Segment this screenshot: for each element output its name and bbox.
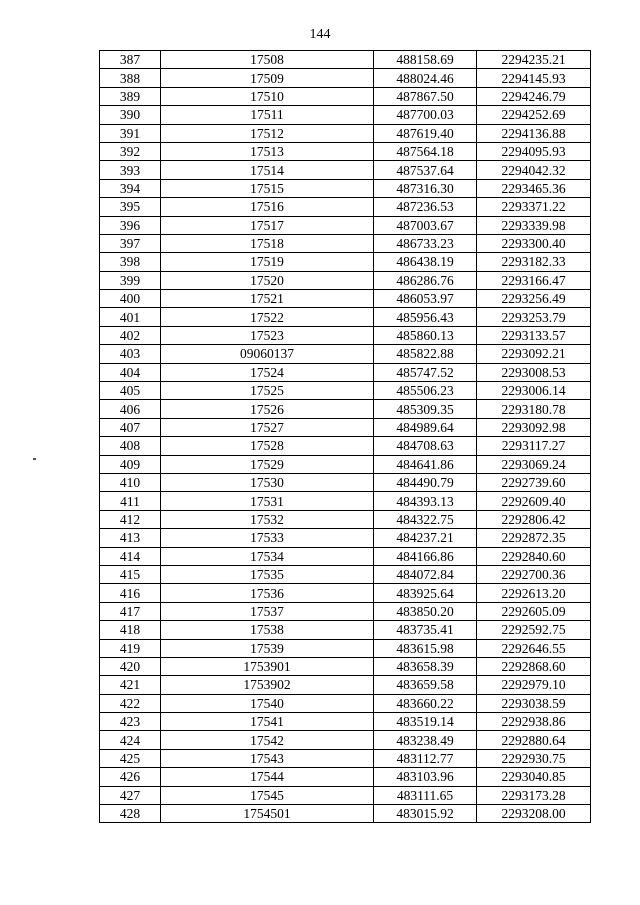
point-number-cell: 390 bbox=[100, 106, 161, 124]
point-id-cell: 17518 bbox=[161, 234, 374, 252]
y-coordinate-cell: 2293092.21 bbox=[477, 345, 591, 363]
y-coordinate-cell: 2293253.79 bbox=[477, 308, 591, 326]
x-coordinate-cell: 485956.43 bbox=[374, 308, 477, 326]
x-coordinate-cell: 487316.30 bbox=[374, 179, 477, 197]
x-coordinate-cell: 483015.92 bbox=[374, 805, 477, 823]
point-number-cell: 395 bbox=[100, 198, 161, 216]
table-row bbox=[100, 731, 591, 749]
point-number-cell: 418 bbox=[100, 621, 161, 639]
point-number-cell: 392 bbox=[100, 142, 161, 160]
point-id-cell: 17545 bbox=[161, 786, 374, 804]
point-number-cell: 420 bbox=[100, 657, 161, 675]
y-coordinate-cell: 2292930.75 bbox=[477, 749, 591, 767]
point-id-cell: 17508 bbox=[161, 51, 374, 69]
point-id-cell: 17544 bbox=[161, 768, 374, 786]
point-number-cell: 399 bbox=[100, 271, 161, 289]
y-coordinate-cell: 2293069.24 bbox=[477, 455, 591, 473]
point-number-cell: 387 bbox=[100, 51, 161, 69]
y-coordinate-cell: 2293008.53 bbox=[477, 363, 591, 381]
point-id-cell: 17543 bbox=[161, 749, 374, 767]
x-coordinate-cell: 484393.13 bbox=[374, 492, 477, 510]
point-number-cell: 416 bbox=[100, 584, 161, 602]
x-coordinate-cell: 487619.40 bbox=[374, 124, 477, 142]
x-coordinate-cell: 483519.14 bbox=[374, 713, 477, 731]
point-id-cell: 17512 bbox=[161, 124, 374, 142]
table-row bbox=[100, 253, 591, 271]
y-coordinate-cell: 2293208.00 bbox=[477, 805, 591, 823]
y-coordinate-cell: 2293166.47 bbox=[477, 271, 591, 289]
point-id-cell: 17517 bbox=[161, 216, 374, 234]
point-id-cell: 17531 bbox=[161, 492, 374, 510]
x-coordinate-cell: 483660.22 bbox=[374, 694, 477, 712]
y-coordinate-cell: 2293173.28 bbox=[477, 786, 591, 804]
point-id-cell: 17533 bbox=[161, 529, 374, 547]
table-row bbox=[100, 510, 591, 528]
y-coordinate-cell: 2293371.22 bbox=[477, 198, 591, 216]
point-number-cell: 400 bbox=[100, 290, 161, 308]
x-coordinate-cell: 484237.21 bbox=[374, 529, 477, 547]
y-coordinate-cell: 2294235.21 bbox=[477, 51, 591, 69]
x-coordinate-cell: 486053.97 bbox=[374, 290, 477, 308]
x-coordinate-cell: 484989.64 bbox=[374, 418, 477, 436]
point-number-cell: 404 bbox=[100, 363, 161, 381]
y-coordinate-cell: 2292605.09 bbox=[477, 602, 591, 620]
point-number-cell: 407 bbox=[100, 418, 161, 436]
table-row bbox=[100, 87, 591, 105]
table-row bbox=[100, 363, 591, 381]
point-id-cell: 17532 bbox=[161, 510, 374, 528]
point-number-cell: 426 bbox=[100, 768, 161, 786]
x-coordinate-cell: 484708.63 bbox=[374, 437, 477, 455]
table-row bbox=[100, 179, 591, 197]
x-coordinate-cell: 483615.98 bbox=[374, 639, 477, 657]
table-body bbox=[100, 51, 591, 823]
table-row bbox=[100, 271, 591, 289]
point-number-cell: 425 bbox=[100, 749, 161, 767]
y-coordinate-cell: 2292979.10 bbox=[477, 676, 591, 694]
point-id-cell: 17514 bbox=[161, 161, 374, 179]
point-number-cell: 413 bbox=[100, 529, 161, 547]
x-coordinate-cell: 483103.96 bbox=[374, 768, 477, 786]
x-coordinate-cell: 483111.65 bbox=[374, 786, 477, 804]
point-id-cell: 17520 bbox=[161, 271, 374, 289]
point-number-cell: 396 bbox=[100, 216, 161, 234]
y-coordinate-cell: 2292609.40 bbox=[477, 492, 591, 510]
table-row bbox=[100, 749, 591, 767]
table-row bbox=[100, 657, 591, 675]
table-row bbox=[100, 124, 591, 142]
x-coordinate-cell: 483850.20 bbox=[374, 602, 477, 620]
point-id-cell: 17539 bbox=[161, 639, 374, 657]
y-coordinate-cell: 2293465.36 bbox=[477, 179, 591, 197]
point-number-cell: 422 bbox=[100, 694, 161, 712]
point-id-cell: 17522 bbox=[161, 308, 374, 326]
x-coordinate-cell: 486438.19 bbox=[374, 253, 477, 271]
point-id-cell: 17516 bbox=[161, 198, 374, 216]
point-number-cell: 427 bbox=[100, 786, 161, 804]
x-coordinate-cell: 487236.53 bbox=[374, 198, 477, 216]
y-coordinate-cell: 2292613.20 bbox=[477, 584, 591, 602]
point-number-cell: 401 bbox=[100, 308, 161, 326]
y-coordinate-cell: 2292868.60 bbox=[477, 657, 591, 675]
y-coordinate-cell: 2292739.60 bbox=[477, 473, 591, 491]
point-number-cell: 408 bbox=[100, 437, 161, 455]
y-coordinate-cell: 2293092.98 bbox=[477, 418, 591, 436]
point-number-cell: 428 bbox=[100, 805, 161, 823]
point-number-cell: 397 bbox=[100, 234, 161, 252]
point-id-cell: 17537 bbox=[161, 602, 374, 620]
x-coordinate-cell: 487537.64 bbox=[374, 161, 477, 179]
point-number-cell: 398 bbox=[100, 253, 161, 271]
y-coordinate-cell: 2294252.69 bbox=[477, 106, 591, 124]
table-row bbox=[100, 51, 591, 69]
y-coordinate-cell: 2292872.35 bbox=[477, 529, 591, 547]
x-coordinate-cell: 487003.67 bbox=[374, 216, 477, 234]
x-coordinate-cell: 484490.79 bbox=[374, 473, 477, 491]
table-row bbox=[100, 455, 591, 473]
table-row bbox=[100, 492, 591, 510]
y-coordinate-cell: 2292592.75 bbox=[477, 621, 591, 639]
y-coordinate-cell: 2294042.32 bbox=[477, 161, 591, 179]
y-coordinate-cell: 2293040.85 bbox=[477, 768, 591, 786]
point-id-cell: 17535 bbox=[161, 565, 374, 583]
x-coordinate-cell: 488158.69 bbox=[374, 51, 477, 69]
table-row bbox=[100, 326, 591, 344]
point-id-cell: 17510 bbox=[161, 87, 374, 105]
table-row bbox=[100, 694, 591, 712]
point-number-cell: 389 bbox=[100, 87, 161, 105]
table-row bbox=[100, 768, 591, 786]
point-number-cell: 412 bbox=[100, 510, 161, 528]
point-id-cell: 17523 bbox=[161, 326, 374, 344]
point-id-cell: 17540 bbox=[161, 694, 374, 712]
y-coordinate-cell: 2292938.86 bbox=[477, 713, 591, 731]
table-row bbox=[100, 547, 591, 565]
point-id-cell: 17509 bbox=[161, 69, 374, 87]
table-row bbox=[100, 584, 591, 602]
point-number-cell: 402 bbox=[100, 326, 161, 344]
table-row bbox=[100, 713, 591, 731]
y-coordinate-cell: 2293180.78 bbox=[477, 400, 591, 418]
table-row bbox=[100, 345, 591, 363]
x-coordinate-cell: 485506.23 bbox=[374, 382, 477, 400]
point-number-cell: 417 bbox=[100, 602, 161, 620]
table-row bbox=[100, 106, 591, 124]
point-id-cell: 17534 bbox=[161, 547, 374, 565]
y-coordinate-cell: 2294136.88 bbox=[477, 124, 591, 142]
x-coordinate-cell: 483658.39 bbox=[374, 657, 477, 675]
page-number: 144 bbox=[309, 27, 331, 42]
table-row bbox=[100, 216, 591, 234]
x-coordinate-cell: 486733.23 bbox=[374, 234, 477, 252]
point-id-cell: 17529 bbox=[161, 455, 374, 473]
point-id-cell: 17530 bbox=[161, 473, 374, 491]
point-number-cell: 414 bbox=[100, 547, 161, 565]
point-number-cell: 423 bbox=[100, 713, 161, 731]
table-row bbox=[100, 308, 591, 326]
point-number-cell: 415 bbox=[100, 565, 161, 583]
y-coordinate-cell: 2293339.98 bbox=[477, 216, 591, 234]
point-number-cell: 405 bbox=[100, 382, 161, 400]
x-coordinate-cell: 487867.50 bbox=[374, 87, 477, 105]
table-row bbox=[100, 400, 591, 418]
y-coordinate-cell: 2293256.49 bbox=[477, 290, 591, 308]
x-coordinate-cell: 485860.13 bbox=[374, 326, 477, 344]
point-id-cell: 09060137 bbox=[161, 345, 374, 363]
x-coordinate-cell: 483925.64 bbox=[374, 584, 477, 602]
point-number-cell: 393 bbox=[100, 161, 161, 179]
y-coordinate-cell: 2292840.60 bbox=[477, 547, 591, 565]
point-id-cell: 1753902 bbox=[161, 676, 374, 694]
x-coordinate-cell: 485822.88 bbox=[374, 345, 477, 363]
point-number-cell: 409 bbox=[100, 455, 161, 473]
y-coordinate-cell: 2292880.64 bbox=[477, 731, 591, 749]
point-id-cell: 17527 bbox=[161, 418, 374, 436]
point-number-cell: 424 bbox=[100, 731, 161, 749]
point-id-cell: 1753901 bbox=[161, 657, 374, 675]
table-row bbox=[100, 529, 591, 547]
table-row bbox=[100, 290, 591, 308]
table-row bbox=[100, 565, 591, 583]
point-id-cell: 17542 bbox=[161, 731, 374, 749]
x-coordinate-cell: 485309.35 bbox=[374, 400, 477, 418]
point-number-cell: 403 bbox=[100, 345, 161, 363]
y-coordinate-cell: 2293133.57 bbox=[477, 326, 591, 344]
x-coordinate-cell: 484641.86 bbox=[374, 455, 477, 473]
y-coordinate-cell: 2293300.40 bbox=[477, 234, 591, 252]
x-coordinate-cell: 483112.77 bbox=[374, 749, 477, 767]
point-id-cell: 17524 bbox=[161, 363, 374, 381]
x-coordinate-cell: 483659.58 bbox=[374, 676, 477, 694]
point-id-cell: 17536 bbox=[161, 584, 374, 602]
table-row bbox=[100, 602, 591, 620]
point-id-cell: 17513 bbox=[161, 142, 374, 160]
x-coordinate-cell: 485747.52 bbox=[374, 363, 477, 381]
point-id-cell: 17519 bbox=[161, 253, 374, 271]
point-id-cell: 17511 bbox=[161, 106, 374, 124]
table-row bbox=[100, 621, 591, 639]
y-coordinate-cell: 2292700.36 bbox=[477, 565, 591, 583]
point-id-cell: 17515 bbox=[161, 179, 374, 197]
point-number-cell: 406 bbox=[100, 400, 161, 418]
table-row bbox=[100, 198, 591, 216]
point-number-cell: 394 bbox=[100, 179, 161, 197]
y-coordinate-cell: 2292646.55 bbox=[477, 639, 591, 657]
point-number-cell: 410 bbox=[100, 473, 161, 491]
x-coordinate-cell: 483238.49 bbox=[374, 731, 477, 749]
y-coordinate-cell: 2293006.14 bbox=[477, 382, 591, 400]
x-coordinate-cell: 488024.46 bbox=[374, 69, 477, 87]
point-number-cell: 419 bbox=[100, 639, 161, 657]
table-row bbox=[100, 382, 591, 400]
table-row bbox=[100, 473, 591, 491]
point-id-cell: 17525 bbox=[161, 382, 374, 400]
x-coordinate-cell: 484322.75 bbox=[374, 510, 477, 528]
scan-speck bbox=[33, 458, 36, 460]
y-coordinate-cell: 2293182.33 bbox=[477, 253, 591, 271]
point-number-cell: 391 bbox=[100, 124, 161, 142]
y-coordinate-cell: 2294145.93 bbox=[477, 69, 591, 87]
point-id-cell: 17538 bbox=[161, 621, 374, 639]
x-coordinate-cell: 487564.18 bbox=[374, 142, 477, 160]
y-coordinate-cell: 2292806.42 bbox=[477, 510, 591, 528]
coordinates-table bbox=[99, 50, 591, 823]
point-id-cell: 17526 bbox=[161, 400, 374, 418]
point-number-cell: 411 bbox=[100, 492, 161, 510]
x-coordinate-cell: 487700.03 bbox=[374, 106, 477, 124]
x-coordinate-cell: 484072.84 bbox=[374, 565, 477, 583]
x-coordinate-cell: 484166.86 bbox=[374, 547, 477, 565]
table-row bbox=[100, 786, 591, 804]
point-id-cell: 1754501 bbox=[161, 805, 374, 823]
table-row bbox=[100, 437, 591, 455]
table-row bbox=[100, 805, 591, 823]
y-coordinate-cell: 2294095.93 bbox=[477, 142, 591, 160]
table-row bbox=[100, 676, 591, 694]
point-id-cell: 17521 bbox=[161, 290, 374, 308]
point-id-cell: 17541 bbox=[161, 713, 374, 731]
y-coordinate-cell: 2294246.79 bbox=[477, 87, 591, 105]
table-row bbox=[100, 142, 591, 160]
x-coordinate-cell: 483735.41 bbox=[374, 621, 477, 639]
table-row bbox=[100, 234, 591, 252]
table-row bbox=[100, 639, 591, 657]
point-number-cell: 388 bbox=[100, 69, 161, 87]
table-row bbox=[100, 69, 591, 87]
point-number-cell: 421 bbox=[100, 676, 161, 694]
table-row bbox=[100, 161, 591, 179]
x-coordinate-cell: 486286.76 bbox=[374, 271, 477, 289]
table-row bbox=[100, 418, 591, 436]
y-coordinate-cell: 2293117.27 bbox=[477, 437, 591, 455]
y-coordinate-cell: 2293038.59 bbox=[477, 694, 591, 712]
point-id-cell: 17528 bbox=[161, 437, 374, 455]
